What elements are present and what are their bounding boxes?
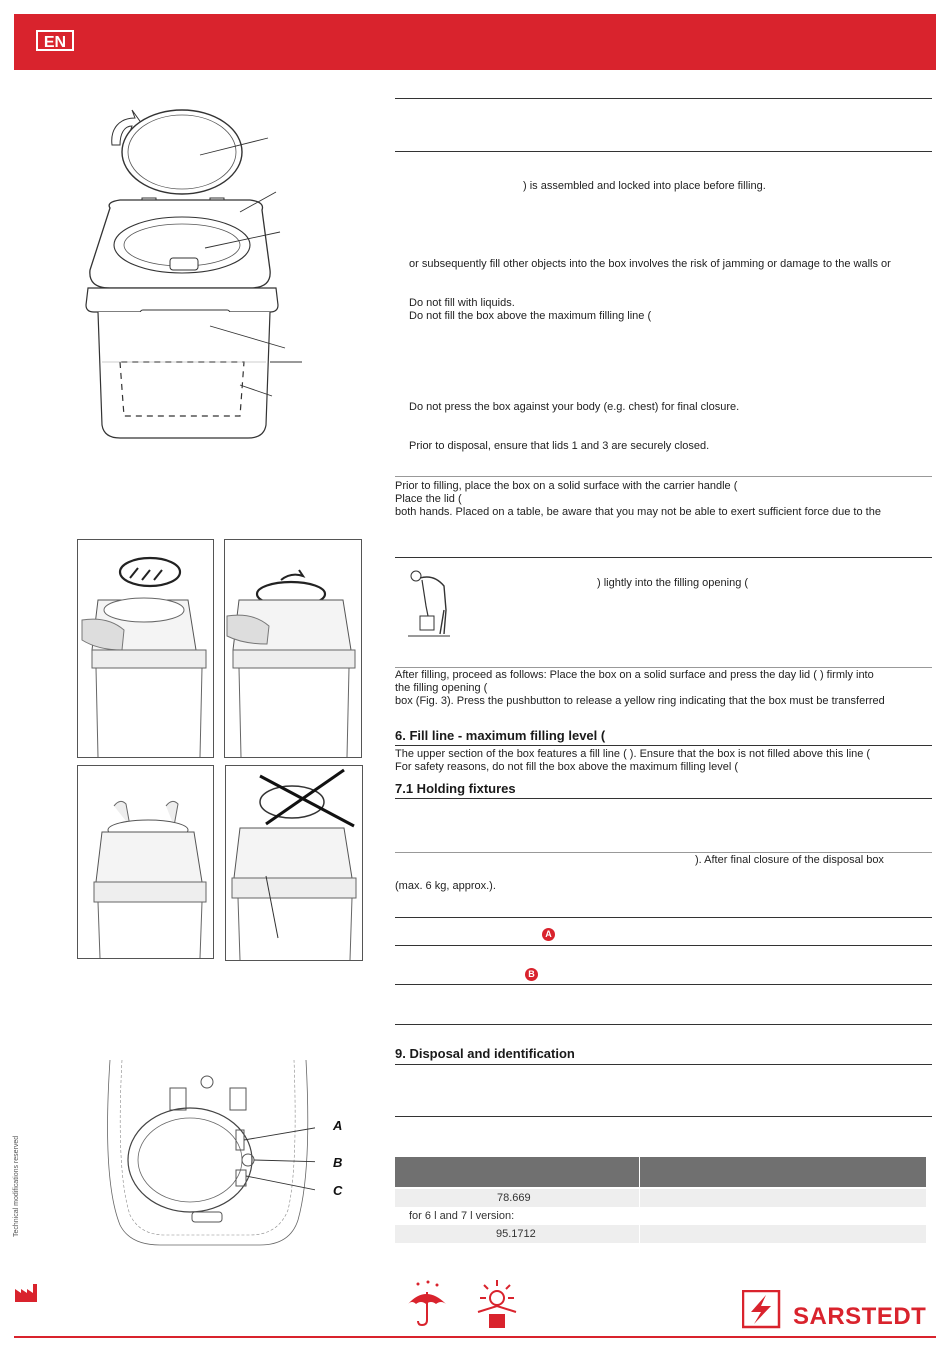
brand-name: SARSTEDT [793, 1303, 927, 1330]
text-no-liquids: Do not fill with liquids. [409, 297, 515, 309]
text-fill-line-2: For safety reasons, do not fill the box above the maximum filling level ( [395, 761, 738, 773]
language-badge: EN [36, 30, 74, 51]
section-rule [395, 98, 932, 99]
photo-fig-4 [225, 765, 363, 961]
text-after-filling-1: After filling, proceed as follows: Place the box on a solid surface and press the day lid ( ) firmly into [395, 669, 874, 681]
section-rule [395, 917, 932, 918]
marker-b-badge: B [525, 968, 538, 981]
table-divider [639, 1225, 640, 1243]
section-rule [395, 984, 932, 985]
section-rule [395, 557, 932, 558]
section-rule [395, 667, 932, 668]
photo-fig-3 [77, 765, 214, 959]
table-divider [639, 1189, 640, 1207]
section-rule [395, 745, 932, 746]
table-header [395, 1157, 926, 1187]
sun-protect-icon [472, 1278, 522, 1330]
text-after-filling-3: box (Fig. 3). Press the pushbutton to release a yellow ring indicating that the box must be transferred [395, 695, 885, 707]
marker-a-badge: A [542, 928, 555, 941]
section-rule [395, 1024, 932, 1025]
photo-fig-2 [224, 539, 362, 758]
heading-holding-fixtures: 7.1 Holding fixtures [395, 781, 516, 796]
section-rule [395, 945, 932, 946]
text-prior-filling: Prior to filling, place the box on a solid surface with the carrier handle ( [395, 480, 738, 492]
table-row [395, 1225, 926, 1243]
text-jamming: or subsequently fill other objects into the box involves the risk of jamming or damage to the walls or [409, 258, 891, 270]
text-no-press: Do not press the box against your body (e.g. chest) for final closure. [409, 401, 740, 413]
table-row [395, 1189, 926, 1207]
section-rule [395, 852, 932, 853]
text-place-lid: Place the lid ( [395, 493, 462, 505]
text-after-filling-2: the filling opening ( [395, 682, 488, 694]
callout-label-b: B [333, 1155, 343, 1170]
text-lightly: ) lightly into the filling opening ( [597, 577, 749, 589]
text-max-kg: (max. 6 kg, approx.). [395, 880, 496, 892]
text-after-final: ). After final closure of the disposal box [695, 854, 884, 866]
footer-rule [14, 1336, 936, 1338]
section-rule [395, 1116, 932, 1117]
callout-label-c: C [333, 1183, 343, 1198]
text-fill-line-1: The upper section of the box features a fill line ( ). Ensure that the box is not filled above this line ( [395, 748, 871, 760]
heading-fill-line: 6. Fill line - maximum filling level ( [395, 728, 606, 743]
box-exploded-illustration [80, 100, 310, 445]
table-cell-label: for 6 l and 7 l version: [409, 1210, 515, 1222]
section-rule [395, 1064, 932, 1065]
section-rule [395, 798, 932, 799]
table-cell-value: 95.1712 [496, 1228, 536, 1240]
section-rule [395, 151, 932, 152]
table-cell-value: 78.669 [497, 1192, 531, 1204]
section-rule [395, 476, 932, 477]
umbrella-rain-icon [404, 1280, 450, 1328]
table-divider [639, 1157, 640, 1187]
text-prior-disposal: Prior to disposal, ensure that lids 1 and 3 are securely closed. [409, 440, 710, 452]
sarstedt-logo-icon [742, 1290, 782, 1330]
callout-label-a: A [333, 1118, 343, 1133]
text-both-hands: both hands. Placed on a table, be aware that you may not be able to exert sufficient force due to the [395, 506, 881, 518]
header-bar [14, 14, 936, 70]
factory-icon [14, 1283, 38, 1303]
text-no-above-max: Do not fill the box above the maximum filling line ( [409, 310, 652, 322]
lid-detail-drawing [100, 1060, 315, 1250]
text-assembled: ) is assembled and locked into place before filling. [523, 180, 766, 192]
technical-modifications-note: Technical modifications reserved [13, 1135, 20, 1237]
heading-disposal: 9. Disposal and identification [395, 1046, 575, 1061]
photo-fig-1 [77, 539, 214, 758]
bending-person-icon [404, 566, 452, 642]
